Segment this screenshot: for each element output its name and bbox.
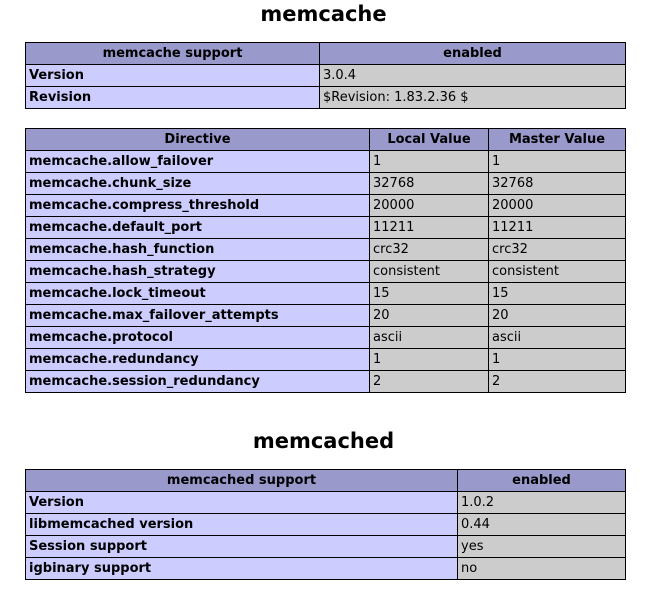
row-value: yes	[458, 536, 626, 558]
row-key: libmemcached version	[26, 514, 458, 536]
row-key: Version	[26, 65, 320, 87]
row-value: 1.0.2	[458, 492, 626, 514]
table-row	[26, 151, 626, 173]
local-value: 2	[370, 371, 489, 393]
master-value: crc32	[489, 239, 626, 261]
memcache-support-table	[25, 42, 626, 109]
local-value: 15	[370, 283, 489, 305]
memcached-support-table	[25, 469, 626, 580]
local-value: crc32	[370, 239, 489, 261]
master-value: 32768	[489, 173, 626, 195]
memcached-section-title: memcached	[252, 429, 395, 453]
directive-name: memcache.hash_strategy	[26, 261, 370, 283]
local-value: 11211	[370, 217, 489, 239]
directive-name: memcache.hash_function	[26, 239, 370, 261]
table-row	[26, 261, 626, 283]
directive-name: memcache.compress_threshold	[26, 195, 370, 217]
memcache-section-title: memcache	[260, 2, 387, 26]
row-value: 0.44	[458, 514, 626, 536]
local-value: ascii	[370, 327, 489, 349]
table-row	[26, 349, 626, 371]
directive-name: memcache.default_port	[26, 217, 370, 239]
directive-name: memcache.redundancy	[26, 349, 370, 371]
table-row	[26, 536, 626, 558]
directive-name: memcache.protocol	[26, 327, 370, 349]
memcache-directive-table	[25, 128, 626, 393]
table-header-row	[26, 129, 626, 151]
directive-name: memcache.max_failover_attempts	[26, 305, 370, 327]
header-cell: Directive	[26, 129, 370, 151]
row-value: no	[458, 558, 626, 580]
master-value: 20000	[489, 195, 626, 217]
table-row	[26, 217, 626, 239]
directive-name: memcache.session_redundancy	[26, 371, 370, 393]
local-value: 20000	[370, 195, 489, 217]
table-header-row	[26, 43, 626, 65]
directive-name: memcache.allow_failover	[26, 151, 370, 173]
header-cell: memcached support	[26, 470, 458, 492]
master-value: 1	[489, 151, 626, 173]
local-value: 1	[370, 151, 489, 173]
table-row	[26, 371, 626, 393]
directive-name: memcache.chunk_size	[26, 173, 370, 195]
header-cell: enabled	[320, 43, 626, 65]
master-value: 15	[489, 283, 626, 305]
table-row	[26, 239, 626, 261]
table-row	[26, 173, 626, 195]
master-value: 11211	[489, 217, 626, 239]
row-key: Version	[26, 492, 458, 514]
local-value: 20	[370, 305, 489, 327]
table-row	[26, 327, 626, 349]
row-key: Session support	[26, 536, 458, 558]
master-value: ascii	[489, 327, 626, 349]
local-value: 1	[370, 349, 489, 371]
table-row	[26, 195, 626, 217]
master-value: 2	[489, 371, 626, 393]
table-row	[26, 87, 626, 109]
table-row	[26, 283, 626, 305]
directive-name: memcache.lock_timeout	[26, 283, 370, 305]
table-row	[26, 558, 626, 580]
master-value: 20	[489, 305, 626, 327]
table-row	[26, 514, 626, 536]
table-row	[26, 492, 626, 514]
table-row	[26, 305, 626, 327]
master-value: 1	[489, 349, 626, 371]
table-header-row	[26, 470, 626, 492]
header-cell: memcache support	[26, 43, 320, 65]
header-cell: Local Value	[370, 129, 489, 151]
header-cell: enabled	[458, 470, 626, 492]
row-value: 3.0.4	[320, 65, 626, 87]
row-key: Revision	[26, 87, 320, 109]
row-key: igbinary support	[26, 558, 458, 580]
local-value: 32768	[370, 173, 489, 195]
table-row	[26, 65, 626, 87]
row-value: $Revision: 1.83.2.36 $	[320, 87, 626, 109]
local-value: consistent	[370, 261, 489, 283]
master-value: consistent	[489, 261, 626, 283]
header-cell: Master Value	[489, 129, 626, 151]
